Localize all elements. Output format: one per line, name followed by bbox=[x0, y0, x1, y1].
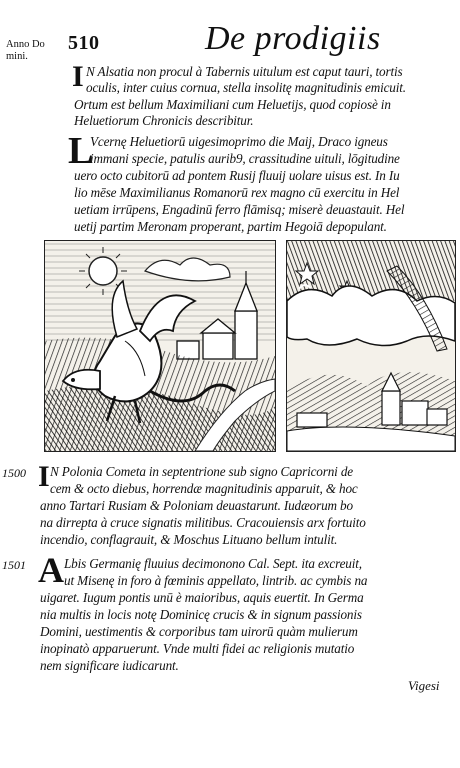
text-line: nem significare iudicarunt. bbox=[40, 658, 179, 673]
margin-note bbox=[6, 39, 45, 63]
initial-letter: A bbox=[38, 550, 64, 590]
text-line: Lbis Germanię fluuius decimonono Cal. Sept. ita excreuit, bbox=[64, 556, 362, 571]
initial-letter: L bbox=[68, 130, 94, 172]
text-line: incendio, conflagrauit, & Moschus Lituano bellum intulit. bbox=[40, 532, 338, 547]
text-line: N Polonia Cometa in septentrione sub signo Capricorni de bbox=[50, 464, 353, 479]
year-marker: 1501 bbox=[2, 558, 26, 572]
initial-letter: I bbox=[38, 460, 50, 493]
running-title: De prodigiis bbox=[205, 20, 381, 57]
text-line: N Alsatia non procul à Tabernis uitulum est caput tauri, tortis bbox=[86, 64, 403, 79]
text-line: inopinatò apparuerunt. Vnde multi fidei ac religionis mutatio bbox=[40, 641, 355, 656]
initial-letter: I bbox=[72, 60, 84, 93]
text-line: uetij partim Meronam properant, partim Hegoiā depopulant. bbox=[74, 219, 387, 234]
text-line: cem & octo diebus, horrendæ magnitudinis apparuit, & hoc bbox=[50, 481, 358, 496]
text-line: Heluetiorum Chronicis describitur. bbox=[74, 113, 254, 128]
text-line: oculis, inter cuius cornua, stella insolitę magnitudinis emicuit. bbox=[86, 80, 406, 95]
text-line: Domini, uestimentis & corporibus tam uirorū quàm mulierum bbox=[40, 624, 358, 639]
text-line: Ortum est bellum Maximiliani cum Heluetijs, quod copiosè in bbox=[74, 97, 391, 112]
woodcut-comet bbox=[286, 240, 456, 452]
margin-note-line: mini. bbox=[6, 51, 28, 62]
margin-note-line: Anno Do bbox=[6, 39, 45, 50]
text-line: anno Tartari Rusiam & Poloniam deuastarunt. Iudæorum bo bbox=[40, 498, 353, 513]
text-line: nia multis in locis notę Dominicę crucis & in signum passionis bbox=[40, 607, 362, 622]
woodcut-dragon bbox=[44, 240, 276, 452]
text-line: lio mēse Maximilianus Romanorū rex magno cū exercitu in Hel bbox=[74, 185, 400, 200]
text-line: na dirrepta à cruce signatis militibus. Cracouiensis arx fortuito bbox=[40, 515, 366, 530]
woodcut-comet-drawing bbox=[287, 241, 455, 451]
text-line: uigaret. Iugum pontis unū è maioribus, aquis euertit. In Germa bbox=[40, 590, 364, 605]
text-line: Vcernę Heluetiorū uigesimoprimo die Maij, Draco igneus bbox=[90, 134, 388, 149]
text-line: immani specie, patulis aurib9, crassitudine uituli, lōgitudine bbox=[90, 151, 400, 166]
year-marker: 1500 bbox=[2, 466, 26, 480]
woodcut-dragon-drawing bbox=[45, 241, 275, 451]
text-line: uetiam irrūpens, Engadinū ferro flāmisq; miserè deuastauit. Hel bbox=[74, 202, 405, 217]
text-line: ut Misenę in foro à fœminis appellato, lintrib. ac cymbis na bbox=[64, 573, 368, 588]
text-line: uero octo cubitorū ad pontem Rusij fluuij uolare uisus est. In Iu bbox=[74, 168, 400, 183]
catchword: Vigesi bbox=[408, 678, 440, 693]
folio-number: 510 bbox=[68, 32, 100, 54]
